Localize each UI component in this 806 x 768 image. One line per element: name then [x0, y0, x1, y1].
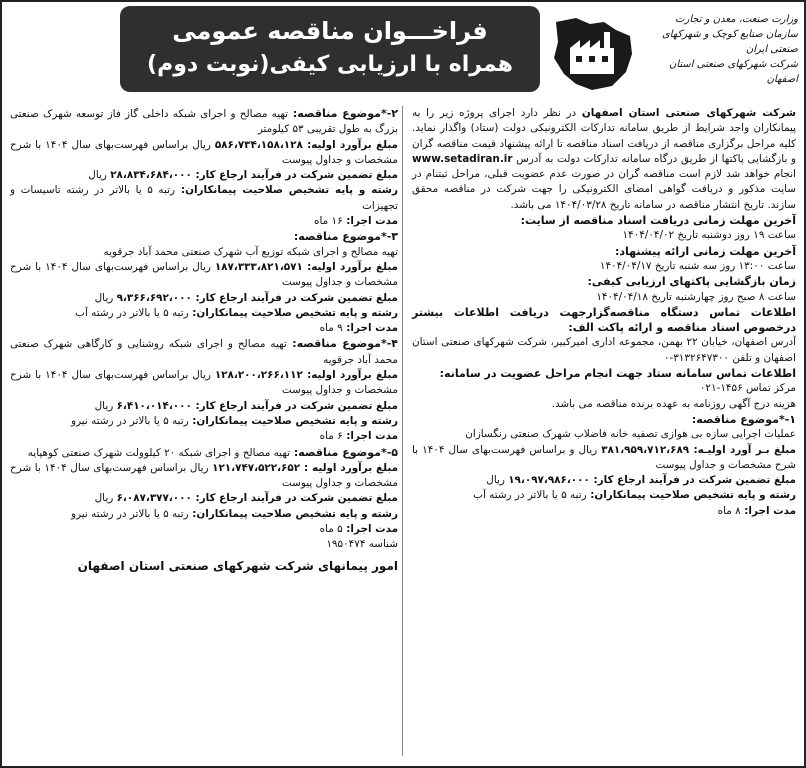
org-line-company: شرکت شهرکهای صنعتی استان اصفهان — [668, 59, 798, 85]
estimate-tail: ریال براساس فهرست‌بهای سال ۱۴۰۴ با شرح مشخصات و جداول پیوست — [10, 461, 398, 490]
intro-text-2: انجام خواهد شد لازم است مناقصه گران در صورت عدم عضویت قبلی، مراحل ثبتنام در سایت مذکور و دریافت گواهی امضای الکترونیکی را جهت شرکت در مناقصه محقق سازند. تاریخ انتشار مناقصه در سامانه تاریخ ۱۴۰۴/۰۳/۲۸ می باشد. — [412, 168, 796, 211]
estimate-tail: ریال براساس فهرست‌بهای سال ۱۴۰۴ با شرح مشخصات و جداول پیوست — [10, 260, 398, 289]
tender-item-1 — [412, 412, 796, 519]
column-divider — [402, 106, 403, 756]
rank-value: رتبه ۵ یا بالاتر در رشته آب — [473, 489, 587, 502]
tender-item-2 — [10, 106, 398, 229]
estimate-tail: ریال براساس فهرست‌بهای سال ۱۴۰۴ با شرح مشخصات و جداول پیوست — [10, 138, 398, 166]
guarantee-label: مبلغ تضمین شرکت در فرآیند ارجاع کار: — [589, 474, 796, 487]
guarantee-label: مبلغ تضمین شرکت در فرآیند ارجاع کار: — [191, 399, 398, 412]
item-duration — [412, 504, 796, 519]
item-heading: ۳-*موضوع مناقصه: — [293, 230, 398, 244]
item-estimate — [10, 368, 398, 399]
item-rank — [10, 183, 398, 214]
setad-contact-value: مرکز تماس ۱۴۵۶-۰۲۱ — [699, 382, 796, 395]
item-guarantee — [10, 399, 398, 414]
item-heading: ۵-*موضوع مناقصه: — [290, 445, 398, 459]
item-subject: تهیه مصالح و اجرای شبکه روشنایی و کارگاهی شهرک صنعتی محمد آباد جرقویه — [10, 338, 398, 366]
intro-text-1: در نظر دارد اجرای پروژه زیر را به پیمانکاران واجد شرایط از طریق سامانه تدارکات الکترونیکی دولت (ستاد) واگذار نماید. کلیه مراحل برگزاری مناقصه از دریافت اسناد مناقصه تا ارائه پیشنهاد قیمت مناقصه گران و بازگشایی پاکتها از طریق درگاه سامانه تدارکات دولت به آدرس — [412, 107, 796, 165]
estimate-tail: ریال و براساس فهرست‌بهای سال ۱۴۰۴ با شرح مشخصات و جداول پیوست — [412, 443, 796, 471]
offer-deadline-title: آخرین مهلت زمانی ارائه پیشنهاد: — [614, 244, 796, 258]
item-estimate — [412, 443, 796, 474]
duration-label: مدت اجرا: — [342, 215, 398, 228]
estimate-label: مبلغ برآورد اولیه: — [302, 260, 398, 273]
item-subject: تهیه مصالح و اجرای شبکه ۲۰ کیلوولت شهرک صنعتی کوهپایه — [27, 446, 290, 459]
item-estimate — [10, 461, 398, 492]
signature-line: امور پیمانهای شرکت شهرکهای صنعتی استان اصفهان — [77, 558, 398, 573]
estimate-value: ۱۸۷،۳۳۳،۸۲۱،۵۷۱ — [214, 260, 303, 273]
item-duration — [10, 522, 398, 537]
ad-cost-note: هزینه درج آگهی روزنامه به عهده برنده مناقصه می باشد. — [551, 397, 796, 410]
estimate-value: ۱۲۸،۲۰۰،۲۶۶،۱۱۲ — [214, 369, 303, 382]
setad-contact-title: اطلاعات تماس سامانه ستاد جهت انجام مراحل عضویت در سامانه: — [439, 367, 796, 381]
item-estimate — [10, 138, 398, 169]
item-subject: تهیه مصالح و اجرای شبکه داخلی گاز فاز توسعه شهرک صنعتی بزرگ به طول تقریبی ۵۳ کیلومتر — [10, 108, 398, 136]
item-estimate — [10, 260, 398, 291]
guarantee-tail: ریال — [94, 399, 117, 412]
estimate-label: مبلغ بـر آورد اولیـه: — [689, 443, 796, 456]
duration-label: مدت اجرا: — [342, 322, 398, 335]
duration-label: مدت اجرا: — [342, 430, 398, 443]
title-box — [120, 6, 540, 92]
opening-time-title: زمان بازگشایی پاکتهای ارزیابی کیفی: — [587, 275, 796, 289]
item-subject: عملیات اجرایی سازه بی هوازی تصفیه خانه فاضلاب شهرک صنعتی رنگسازان — [465, 428, 796, 441]
duration-value: ۱۶ ماه — [314, 215, 343, 228]
duration-value: ۵ ماه — [319, 523, 343, 536]
contact-title: اطلاعات تماس دستگاه مناقصه‌گزارجهت دریافت اطلاعات بیشتر درخصوص اسناد مناقصه و ارائه پاکت الف: — [412, 305, 796, 335]
rank-value: رتبه ۵ یا بالاتر در رشته آب — [75, 306, 189, 319]
estimate-tail: ریال براساس فهرست‌بهای سال ۱۴۰۴ با شرح مشخصات و جداول پیوست — [10, 369, 398, 397]
rank-label: رشته و پایه تشخیص صلاحیت پیمانکاران: — [188, 414, 398, 427]
intro-company: شرکت شهرکهای صنعتی استان اصفهان — [581, 107, 796, 119]
docs-deadline-value: ساعت ۱۹ روز دوشنبه تاریخ ۱۴۰۴/۰۴/۰۲ — [622, 229, 796, 242]
item-heading: ۲-*موضوع مناقصه: — [288, 107, 398, 120]
item-guarantee — [10, 291, 398, 306]
duration-label: مدت اجرا: — [740, 504, 796, 517]
rank-label: رشته و پایه تشخیص صلاحیت پیمانکاران: — [175, 184, 398, 197]
guarantee-tail: ریال — [88, 169, 111, 182]
page-subtitle: همراه با ارزیابی کیفی(نوبت دوم) — [147, 52, 513, 77]
guarantee-tail: ریال — [94, 291, 117, 304]
estimate-label: مبلغ برآورد اولیه: — [302, 369, 398, 382]
item-guarantee — [10, 168, 398, 183]
item-rank — [10, 507, 398, 522]
estimate-label: مبلغ برآورد اولیه : — [300, 461, 399, 474]
notice-id: شناسه ۱۹۵۰۴۷۴ — [326, 538, 398, 551]
tender-item-4 — [10, 336, 398, 444]
org-line-ministry: وزارت صنعت، معدن و تجارت — [675, 14, 798, 25]
item-heading: ۱-*موضوع مناقصه: — [691, 412, 796, 426]
rank-value: رتبه ۵ یا بالاتر در رشته نیرو — [71, 507, 189, 520]
intro-paragraph — [412, 106, 796, 213]
tender-item-5 — [10, 445, 398, 538]
guarantee-label: مبلغ تضمین شرکت در فرآیند ارجاع کار: — [191, 291, 398, 304]
item-duration — [10, 429, 398, 444]
left-column — [10, 106, 398, 766]
item-guarantee — [412, 473, 796, 488]
rank-label: رشته و پایه تشخیص صلاحیت پیمانکاران: — [188, 507, 398, 520]
opening-time-value: ساعت ۸ صبح روز چهارشنبه تاریخ ۱۴۰۴/۰۴/۱۸ — [596, 290, 796, 303]
item-subject: تهیه مصالح و اجرای شبکه توزیع آب شهرک صنعتی محمد آباد جرقویه — [103, 245, 398, 258]
rank-value: رتبه ۵ یا بالاتر در رشته نیرو — [71, 414, 189, 427]
page-title: فراخـــوان مناقصه عمومی — [172, 17, 488, 45]
offer-deadline-value: ساعت ۱۳:۰۰ روز سه شنبه تاریخ ۱۴۰۴/۰۴/۱۷ — [599, 259, 796, 272]
guarantee-value: ۲۸،۸۳۴،۶۸۴،۰۰۰ — [110, 169, 192, 182]
estimate-value: ۱۲۱،۷۴۷،۵۲۲،۶۵۲ — [212, 461, 301, 474]
item-rank — [412, 488, 796, 503]
rank-label: رشته و پایه تشخیص صلاحیت پیمانکاران: — [586, 489, 796, 502]
iran-map-factory-logo-icon — [546, 14, 638, 94]
estimate-value: ۳۸۱،۹۵۹،۷۱۲،۶۸۹ — [601, 443, 690, 456]
guarantee-label: مبلغ تضمین شرکت در فرآیند ارجاع کار: — [191, 492, 398, 505]
guarantee-value: ۶،۴۱۰،۰۱۴،۰۰۰ — [116, 399, 192, 412]
guarantee-tail: ریال — [486, 474, 509, 487]
item-rank — [10, 414, 398, 429]
item-duration — [10, 321, 398, 336]
guarantee-tail: ریال — [94, 492, 117, 505]
item-heading: ۴-*موضوع مناقصه: — [286, 337, 398, 351]
right-column — [412, 106, 796, 766]
duration-value: ۹ ماه — [319, 322, 343, 335]
docs-deadline-title: آخرین مهلت زمانی دریافت اسناد مناقصه از سایت: — [520, 214, 796, 228]
estimate-label: مبلغ برآورد اولیه: — [302, 138, 398, 151]
rank-label: رشته و پایه تشخیص صلاحیت پیمانکاران: — [188, 306, 398, 319]
guarantee-value: ۶،۰۸۷،۳۷۷،۰۰۰ — [116, 492, 192, 505]
item-guarantee — [10, 491, 398, 506]
org-logo-area — [546, 8, 798, 96]
item-duration — [10, 214, 398, 229]
duration-label: مدت اجرا: — [342, 523, 398, 536]
guarantee-label: مبلغ تضمین شرکت در فرآیند ارجاع کار: — [191, 169, 398, 182]
setad-url-link[interactable]: www.setadiran.ir — [412, 152, 513, 165]
guarantee-value: ۹،۳۶۶،۶۹۲،۰۰۰ — [116, 291, 192, 304]
guarantee-value: ۱۹،۰۹۷،۹۸۶،۰۰۰ — [508, 474, 590, 487]
duration-value: ۸ ماه — [717, 504, 741, 517]
tender-item-3 — [10, 229, 398, 336]
org-line-organization: سازمان صنایع کوچک و شهرکهای صنعتی ایران — [661, 29, 798, 55]
duration-value: ۶ ماه — [319, 430, 343, 443]
estimate-value: ۵۸۶،۷۳۴،۱۵۸،۱۲۸ — [214, 138, 303, 151]
org-name-block — [638, 12, 798, 87]
item-rank — [10, 306, 398, 321]
rank-value: رتبه ۵ یا بالاتر در رشته تاسیسات و تجهیزات — [10, 184, 398, 212]
contact-address: آدرس اصفهان، خیابان ۲۲ بهمن، مجموعه اداری امیرکبیر، شرکت شهرکهای صنعتی استان اصفهان و تلفن ۳۱۳۲۶۴۷۳۰۰-۰ — [412, 336, 796, 364]
header — [2, 2, 804, 102]
